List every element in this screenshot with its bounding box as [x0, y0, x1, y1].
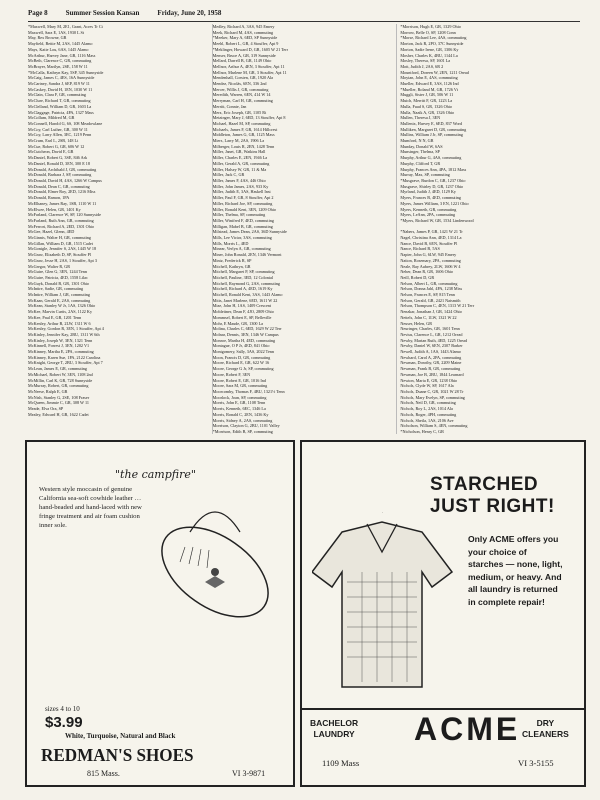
directory-entry: Moyian, John E, 4AS, commuting [400, 75, 458, 81]
directory-entry: McDonald, Barbara J, SP, commuting [28, 172, 92, 178]
bead-flower-icon [205, 576, 225, 588]
directory-entry: Miller, Janet, GR, Watkins Hall [212, 149, 266, 155]
directory-entry: *Musgrave, Burdon C, GR, 1237 Ohio [400, 177, 466, 183]
directory-entry: McNish, Stanley G, 2SE, 108 Fraser [28, 394, 90, 400]
directory-entry: McDonald, David H, 4AS, 1266 W Campus [28, 177, 102, 183]
directory-entry: McMichael, Robert W, 3EN, 1108 2nd [28, 371, 93, 377]
directory-entry: Merritt, Connie, Jan [212, 103, 247, 109]
directory-entry: Mosley, Theresa, SP, 1601 La [400, 58, 451, 64]
directory-entry: Nichols, Neil D, GR, commuting [400, 400, 456, 406]
directory-entry: Morris, Ronald C, 2EN, 1436 Ky [212, 411, 269, 417]
page-number: Page 8 [28, 9, 48, 17]
directory-entry: McIntire, Sadie, GR, commuting [28, 286, 84, 292]
directory-entry: Murphy, Arthur G, 4AS, commuting [400, 155, 462, 161]
headline-line-1: STARCHED [430, 474, 539, 495]
directory-entry: Myers, James William, 3 EN, 1221 Ohio [400, 200, 469, 206]
directory-entry: McKinley, Joseph W, 3EN, 1321 Tenn [28, 337, 93, 343]
directory-entry: Montgomery, Sally, 3AS, 2022 Tenn [212, 349, 274, 355]
directory-entry: McKnight, George T, 2BU, 3 Stouffer, Apt 7 [28, 360, 103, 366]
directory-entry: McClaggage, Patricia, 4PA, 1327 Mass [28, 109, 94, 115]
directory-entry: McKenley, Gordon R, 3EN, 1 Stouffer, Apt 4 [28, 326, 104, 332]
directory-entry: Newby, Daniel W, 6EN, 2307 Barker [400, 343, 463, 349]
label-line-2: CLEANERS [522, 729, 569, 739]
directory-entry: McFarland, Ruth Ann, GR, commuting [28, 217, 94, 223]
directory-entry: *Myers, Richard W, GR, 1534 Lindenwood [400, 217, 474, 223]
directory-entry: Moore, Sara M, GR, commuting [212, 383, 268, 389]
directory-entry: *Nicholson, Henry C, GR [400, 428, 444, 434]
directory-entry: McKinney, Martha E, 2PA, commuting [28, 349, 94, 355]
directory-entry: McCutcheon, David E, GR [28, 149, 74, 155]
directory-entry: Mintz, Frederick R, SP [212, 257, 252, 263]
directory-entry: Miller, Jack C, GR [212, 172, 245, 178]
directory-entry: McClelland, William D, GR, 1603 La [28, 103, 92, 109]
directory-entry: Newman, Joe B, 2BU, 1844 Learnard [400, 371, 464, 377]
directory-entry: Mullen, Theresa J, 3EN [400, 115, 441, 121]
directory-entry: Mellard, Darrell B, GR, 1149 Ohio [212, 58, 272, 64]
directory-entry: McLean, James E, GR, commuting [28, 366, 87, 372]
directory-entry: Mellnor, Arthur A, 4EN, 3 Stouffer, Apt 11 [212, 63, 285, 69]
directory-entry: Mays, Katie Lou, 6AS, 1445 Alamo [28, 46, 89, 52]
directory-entry: Mullins, William J Jr, SP, commuting [400, 132, 463, 138]
directory-entry: Mitts, Janet Marlene, 6ED, 1611 W 22 [212, 297, 278, 303]
directory-entry: McGregor, Walter R, GR [28, 263, 71, 269]
dry-cleaners-label [522, 718, 569, 740]
directory-entry: Menser, Bruce A, GR, 319 Sunnyside [212, 52, 276, 58]
directory-entry: Mercer, Willis J, GR, commuting [212, 86, 269, 92]
directory-entry: Morris, Kenneth, 6EC, 1346 La [212, 406, 266, 412]
directory-entry: Neill, Robert D, GR [400, 274, 435, 280]
directory-entry: Moore, George G Jr, SP, commuting [212, 366, 274, 372]
directory-entry: McGraw, Elizabeth D, SP, Stouffer Pl [28, 252, 92, 258]
shirt-icon [312, 522, 452, 687]
ad-body: Only ACME offers you your choice of starches — none, light, medium, or heavy. And all laundry is returned in complete repair! [468, 534, 563, 607]
store-name: REDMAN'S SHOES [41, 745, 194, 765]
directory-entry: Mealey, Edward H, GR, 1622 Cadet [28, 411, 89, 417]
directory-entry: Molnar, Dennis, 3EN, 1346 W Campus [212, 331, 279, 337]
directory-entry: Moorlock, Joan, SP, commuting [212, 394, 267, 400]
directory-entry: Mills, Lee Victor, 3AS, commuting [212, 235, 272, 241]
directory-entry: Mosher, Charles K, 4BU, 1144 La [400, 52, 458, 58]
directory-entry: McKinnell, Forrest J, 3EN, 1202 V1 [28, 343, 90, 349]
directory-entry: McQueen, Jimmie C, GR, 308 W 11 [28, 400, 89, 406]
campfire-script-title: "the campfire" [115, 468, 196, 481]
directory-entry: McClain, Clara F, GR, commuting [28, 92, 86, 98]
directory-entry: Myers, Frances B, 4ED, commuting [400, 195, 461, 201]
directory-entry: McDaniel, Ronald D, 3EN, 300 E 18 [28, 160, 90, 166]
directory-entry: *Meklinger, Howard D, GR, 1605 W 21 Terr [212, 46, 289, 52]
directory-entry: Neale, Ray Aubrey, 2LW, 1606 W 4 [400, 263, 461, 269]
directory-entry: Morton, Jack R, 2PO, 37C Sunnyside [400, 41, 464, 47]
directory-entry: Michaels, James F, GR, 1614 Hillcrest [212, 126, 278, 132]
directory-entry: *Maxwell, Mary M, 2E1, Grant, Acres Tr Ct [28, 24, 103, 29]
directory-entry: McGonigle, Jennifer S, 2AS, 1445 W 18 [28, 246, 97, 252]
directory-entry: Mountford, Doreen W, 2EN, 1211 Oread [400, 69, 469, 75]
directory-entry: Merryman, Carl H, GR, commuting [212, 98, 273, 104]
directory-entry: Mills, Morris L, 4ED [212, 240, 249, 246]
directory-entry: Milligan, Mabel B, GR, commuting [212, 223, 273, 229]
directory-entry: McKinney, Karen Sue, 1PA, 2122 Carolina [28, 354, 101, 360]
directory-entry: Miller, Winifred F, 4ED, commuting [212, 217, 274, 223]
directory-entry: Mitchell, Richard A, 4ED, 1619 Ky [212, 286, 273, 292]
directory-entry: Miller, Ronald Kent, 3EN, 1209 Ohio [212, 206, 277, 212]
directory-entry: Mullenix, Harvey E, 6ED, 837 Word [400, 120, 463, 126]
directory-entry: Mize, John H, 1AS, 1409 Crescent [212, 303, 272, 309]
directory-entry: McGuyk, Donald B, GR, 1301 Ohio [28, 280, 89, 286]
directory-entry: Miller, Paul F, GR, 8 Stouffer, Apt 2 [212, 195, 274, 201]
directory-entry: Michael, Hazel M, SP, commuting [212, 120, 271, 126]
directory-entry: Nicholson, William S, 4EN, commuting [400, 423, 468, 429]
directory-entry: *McCalla, Kathryn Kay, 5SP, 345 Sunnyside [28, 69, 104, 75]
directory-entry: Minear, Verlyn A, GR, commuting [212, 246, 271, 252]
directory-entry: McGee, Hazel, Glenn, 4ED [28, 229, 75, 235]
directory-entry: Mayfield, Bettie M, 2AS, 1445 Alamo [28, 41, 93, 47]
directory-entry: McKinley, Jennifer Kay, 2BU, 1311 W 6th [28, 331, 100, 337]
directory-column-3 [397, 24, 584, 434]
directory-entry: Mendenhall, Corsten, GR, 1920 Ala [212, 75, 274, 81]
directory-entry: Miller, Gerald A, GR, commuting [212, 160, 270, 166]
directory-entry: Mitchell, Margaret P, SP, commuting [212, 269, 275, 275]
directory-entry: Mueller, Edward E, 3AS, 1126 Ind [400, 81, 459, 87]
directory-entry: Nichols, Sheila, 1AS, 2106 Ave [400, 417, 454, 423]
directory-entry: McGuire, Glen G, 3EN, 1244 Tenn [28, 269, 87, 275]
directory-entry: *Meeker, Mary A, 6ED, SP Sunnyside [212, 35, 278, 41]
directory-entry: Nelson, Thompson C, 4EN, 1313 W 21 Terr [400, 303, 475, 309]
label-line-1: DRY [536, 718, 555, 728]
directory-entry: Nevius, Clarence L, GR, 1212 Oread [400, 331, 463, 337]
directory-entry: McKee, Marvin Curtis, 2AS, 1122 Ky [28, 309, 93, 315]
directory-entry: Meredith, Warren, 6EN, 414 W 14 [212, 92, 271, 98]
directory-entry: Meek, Richard M, 4AS, commuting [212, 29, 274, 35]
student-directory [28, 24, 584, 434]
directory-entry: Montague, O P Jr, 4ED, 841 Ohio [212, 343, 270, 349]
directory-entry: Mendez, Nicolás, 6EN, 336 2nd [212, 81, 267, 87]
directory-entry: McDaniel, Robert G, 3SE, 846 Ark [28, 155, 88, 161]
page-header [28, 9, 580, 22]
sizes-text: sizes 4 to 10 [45, 705, 80, 713]
directory-entry: Morrow, Belle O, SP, 1208 Conn [400, 29, 456, 35]
directory-entry: Nelson, Albert L, GR, commuting [400, 280, 458, 286]
directory-entry: Murphy, Frances Ann, 4PA, 1812 Mass [400, 166, 467, 172]
directory-entry: McClure, Richard T, GR, commuting [28, 98, 91, 104]
directory-entry: McFerrori, Richard A, 2ED, 1301 Ohio [28, 223, 95, 229]
directory-entry: Newell, Judith A, 1AS, 1443 Alamo [400, 349, 461, 355]
directory-entry: McCollum, Mildred M, GR [28, 115, 75, 121]
directory-entry: Nagel, Christina Ann, 4ED, 1314 La [400, 235, 462, 241]
directory-entry: *Mueller, Roland M, GR, 1726 Vt [400, 86, 459, 92]
directory-entry: Moore, Robert E, GR, 1016 Ind [212, 377, 266, 383]
directory-entry: Munsinger, Thelma, SP [400, 149, 440, 155]
directory-entry: Nance, David B, 6EN, Stouffer Pl [400, 240, 458, 246]
bead-icon [211, 568, 219, 576]
moccasin-illustration [145, 452, 285, 712]
directory-entry: Mohr, E Maude, GR, 1300 La [212, 320, 263, 326]
directory-entry: Nelson, Donna Jahl, 4PA, 1238 Miss [400, 286, 463, 292]
directory-entry: McNeese, Ralph E, GR [28, 389, 68, 394]
directory-entry: McMurray, Robert, GR, commuting [28, 383, 89, 389]
directory-entry: Morris, John E, GR, 1108 Tenn [212, 400, 266, 406]
directory-entry: Milberger, Louis R, 2EN, 1428 Tenn [212, 143, 275, 149]
directory-entry: Monroe, Martha H, 4ED, commuting [212, 337, 276, 343]
directory-entry: Miller, Halsey W, GR, 11 & Ma [212, 166, 267, 172]
directory-entry: Napier, John G, 6LW, 945 Emery [400, 252, 457, 258]
acme-laundry-ad [300, 440, 586, 787]
directory-entry: Nation, Rosemary, 2PA, commuting [400, 257, 461, 263]
directory-entry: Molina, Charles C, 6ED, 1629 W 22 Terr [212, 326, 282, 332]
directory-entry: Nelson, Gerald, GR, 2421 Naismith [400, 297, 461, 303]
directory-entry: Mobleitner, Dean F, 4JO, 2809 Ohio [212, 309, 274, 315]
directory-entry: Newby, Marian Ruth, 4ED, 1225 Oread [400, 337, 468, 343]
acme-address: 1109 Mass [322, 758, 360, 768]
directory-entry: McArthur, Harvey Jane, GR, 1116 Mass [28, 52, 96, 58]
directory-entry: Nettels, John C, 1LW, 1321 W 22 [400, 314, 457, 320]
directory-entry: Nenzkar, Jonathan J, GR, 1424 Ohio [400, 309, 462, 315]
directory-entry: *Morrison, Edith B, SP, commuting [212, 428, 273, 434]
redmans-shoes-ad [25, 440, 295, 787]
directory-entry: Morris, Sidney A, 2AS, commuting [212, 417, 273, 423]
directory-entry: McKenley, Arthur B, 2LW, 1311 W 6 [28, 320, 91, 326]
directory-entry: Mitchell, Pauline, 3ED, 12 Colonial [212, 274, 274, 280]
directory-entry: Neher, Dean R, GR, 1606 Ohio [400, 269, 453, 275]
directory-entry: McGillan, William D, GR, 1515 Cadet [28, 240, 93, 246]
colors-text: White, Turquoise, Natural and Black [65, 732, 176, 740]
directory-entry: Nichols, Mary Evelyn, SP, commuting [400, 394, 465, 400]
bachelor-laundry-label [310, 718, 358, 740]
directory-entry: McCaig, James C, 4ES, 16A Sunnyside [28, 75, 95, 81]
directory-entry: Miller, Charles E, 2EN, 1946 La [212, 155, 268, 161]
directory-entry: Miller, Thelma, SP, commuting [212, 212, 266, 218]
paper-title: Summer Session Kansan [65, 9, 140, 17]
directory-entry: Morrison, Clayton G, 2BU, 1101 Valley [212, 423, 280, 429]
directory-entry: McConnell, Harold G, 6S, 108 Meadowlane [28, 120, 103, 126]
directory-entry: Medley, Richard A, 3AS, 945 Emery [212, 24, 275, 29]
directory-entry: Merz, Eric Joseph, GR, 1105 Ri [212, 109, 267, 115]
directory-entry: Mulla, Nazik A, GR, 1326 Ohio [400, 109, 455, 115]
shirt-illustration [312, 512, 462, 702]
directory-entry: Murray, Max, SP, commuting [400, 172, 450, 178]
directory-entry: Musgrave, Shirley D, GR, 1237 Ohio [400, 183, 464, 189]
directory-entry: Milstead, James Dean, 2AS, 36D Sunnyside [212, 229, 287, 235]
directory-entry: McIntire, William J, GR, commuting [28, 292, 90, 298]
directory-entry: Newman, Dorothy, GR, 2209 Maine [400, 360, 462, 366]
directory-entry: Newman, Frank B, GR, commuting [400, 366, 461, 372]
directory-entry: Muggli, Sister J, GR, 506 W 11 [400, 92, 454, 98]
directory-column-2 [213, 24, 398, 434]
acme-phone: VI 3-5155 [518, 758, 554, 768]
directory-entry: McCoy, Larry Allen, 3EC, 1219 Penn [28, 132, 92, 138]
directory-column-1 [28, 24, 213, 434]
directory-entry: May, Rex Browne, GR [28, 35, 67, 41]
directory-entry: Mumford, N N, GR [400, 138, 434, 144]
directory-entry: Miller, John James, 2AS, 933 Ky [212, 183, 269, 189]
directory-entry: Neuringer, Charles, GR, 1601 Tenn [400, 326, 460, 332]
directory-entry: Munday, Donald W, 6AS [400, 143, 443, 149]
directory-entry: Moorcomby, Thomas F, 4BU, 1321½ Tenn [212, 389, 285, 394]
directory-entry: McCue, Robert G, GR, 606 W 12 [28, 143, 85, 149]
directory-entry: Miner, John Ronald, 2EN, 1346 Vermont [212, 252, 282, 258]
price: $3.99 [45, 714, 83, 731]
label-line-1: BACHELOR [310, 718, 359, 728]
directory-entry: Myers, LeAnn, 2PA, commuting [400, 212, 456, 218]
directory-entry: McDonald, Elmer Roy, 2ED, 1216 Miss [28, 189, 96, 195]
directory-entry: Mitchell, Raymond G, 2AS, commuting [212, 280, 281, 286]
directory-entry: McGinnis, Walter H, GR, commuting [28, 235, 91, 241]
directory-entry: Muich, Merritt F, GR, 1223 La [400, 98, 453, 104]
divider [302, 708, 584, 710]
directory-entry: Myers, Kenneth, GR, commuting [400, 206, 457, 212]
directory-entry: Nichols, Roger, 4PH, commuting [400, 411, 457, 417]
directory-entry: Murphy, Clifford T, GR [400, 160, 441, 166]
directory-entry: McBeth, Clarence C, GR, commuting [28, 58, 92, 64]
directory-entry: Newton, Maria E, GR, 1238 Ohio [400, 377, 458, 383]
directory-entry: McElhaney, James Ray, 1SB, 1110 W 11 [28, 200, 97, 206]
directory-entry: Myrland, Judith J, 4ED, 1129 Ky [400, 189, 457, 195]
directory-entry: Nichols, Clyde W, SP, 1617 Ala [400, 383, 454, 389]
directory-entry: McBrayer, Marilyn, 2SE, 158 W 11 [28, 63, 88, 69]
directory-entry: McCaskey, David H, 1EN, 1030 W 11 [28, 86, 93, 92]
directory-entry: Mulliken, Margaret D, GR, commuting [400, 126, 467, 132]
directory-entry: Neuser, Helen, GR [400, 320, 433, 326]
directory-entry: McKee, Paul E, GR, 1201 Tenn [28, 314, 82, 320]
directory-entry: McKean, Stanley W Jr, 1AS, 1326 Ohio [28, 303, 96, 309]
directory-entry: Miller, James F, 4AS, 446 Ohio [212, 177, 266, 183]
directory-entry: Mellnor, Marlene M, GR, 3 Stouffer, Apt 11 [212, 69, 287, 75]
directory-entry: McDonald, Dean C, GR, commuting [28, 183, 90, 189]
headline-line-2: JUST RIGHT! [430, 496, 555, 517]
directory-entry: Moore, Richard E, GR, 622 W 16 [212, 360, 270, 366]
directory-entry: Mulla, Fuad S, GR, 1326 Ohio [400, 103, 452, 109]
directory-entry: McCoy, Carl Luther, GR, 300 W 11 [28, 126, 88, 132]
directory-entry: Nichols, Roy L, 2AS, 1014 Ala [400, 406, 453, 412]
directory-entry: McCartney, Sandra J, 6EP, 819 W 11 [28, 81, 90, 87]
directory-entry: Nance, Richard B, 5AS [400, 246, 440, 252]
label-line-2: LAUNDRY [313, 729, 355, 739]
directory-entry: Morton, Sadie Irene, GR, 1306 Ky [400, 46, 459, 52]
directory-entry: Meade, Elva Ora, SP [28, 406, 64, 412]
issue-date: Friday, June 20, 1958 [157, 9, 222, 17]
directory-entry: Miller, Richard Joe, SP, commuting [212, 200, 273, 206]
ad-description: Western style moccasin of genuine California sea-soft cowhide leather … hand-beaded and hand-laced with new fringe treatment and air foam cushion inner sole. [39, 486, 142, 529]
directory-entry: McFarland, Clarence W, SP, 120 Sunnyside [28, 212, 102, 218]
directory-entry: Meehl, Robert L, GR, 4 Stouffer, Apt 9 [212, 41, 279, 47]
directory-entry: Nelson, Frances E, SP, 815 Tenn [400, 292, 455, 298]
directory-entry: Mitchell, Ronald Kent, 3AS, 1443 Alamo [212, 292, 283, 298]
directory-entry: Moore, Robert F, 3EN [212, 371, 251, 377]
store-phone: VI 3-9871 [232, 769, 266, 778]
directory-entry: Moon, Francis D, GR, commuting [212, 354, 271, 360]
directory-entry: McDonald, Ramon, 1PA [28, 195, 70, 201]
directory-entry: Middleton, James G, GR, 1125 Mass [212, 132, 275, 138]
directory-entry: McGuire, Patricia, 4ED, 1558 Lilac [28, 274, 88, 280]
directory-entry: *Morse, Richard Lee, 4AS, commuting [400, 35, 467, 41]
directory-entry: Newhard, Carol A, 2PA, commuting [400, 354, 462, 360]
directory-entry: Mott, Judith J, 2AS, 6R 2 [400, 63, 444, 69]
directory-entry: McKaan, Gerald E, 2AS, commuting [28, 297, 91, 303]
directory-entry: Mitchell, Kathryn, GR [212, 263, 251, 269]
fringe-icon [190, 512, 240, 532]
directory-entry: McMillin, Carl K, GR, 728 Sunnyside [28, 377, 93, 383]
directory-entry: Mommsel, Robert E, SP, Belleville [212, 314, 272, 320]
acme-brand: ACME [414, 711, 521, 747]
directory-entry: Nichols, Duane C, GR, 1021 W 28 Tr [400, 389, 464, 394]
directory-entry: McDonald, Archibald J, GR, commuting [28, 166, 97, 172]
store-address: 815 Mass. [87, 769, 120, 778]
directory-entry: McCrum, Earl L, 2SB, 148 Li [28, 138, 79, 144]
directory-entry: *Nabers, James P, GR, 1421 W 21 Tr [400, 229, 463, 235]
directory-entry: Metzinger, Mary J, 6ED, 13 Stouffer, Apt 8 [212, 115, 286, 121]
directory-entry: *Morrison, Hugh E, GR, 1329 Ohio [400, 24, 461, 29]
directory-entry: Miers, Larry M, 2AS, 1906 La [212, 138, 265, 144]
directory-entry: Maxwell, Sara E, 1AS, 1930 L St [28, 29, 85, 35]
directory-entry: Miller, Judith E, 3AS, Haskell Inst [212, 189, 271, 195]
directory-entry: McGraw, Jesse H, 2AS, 1 Stouffer, Apt 3 [28, 257, 97, 263]
directory-entry: McElwee, Helen, GR, 1401 Ky [28, 206, 81, 212]
